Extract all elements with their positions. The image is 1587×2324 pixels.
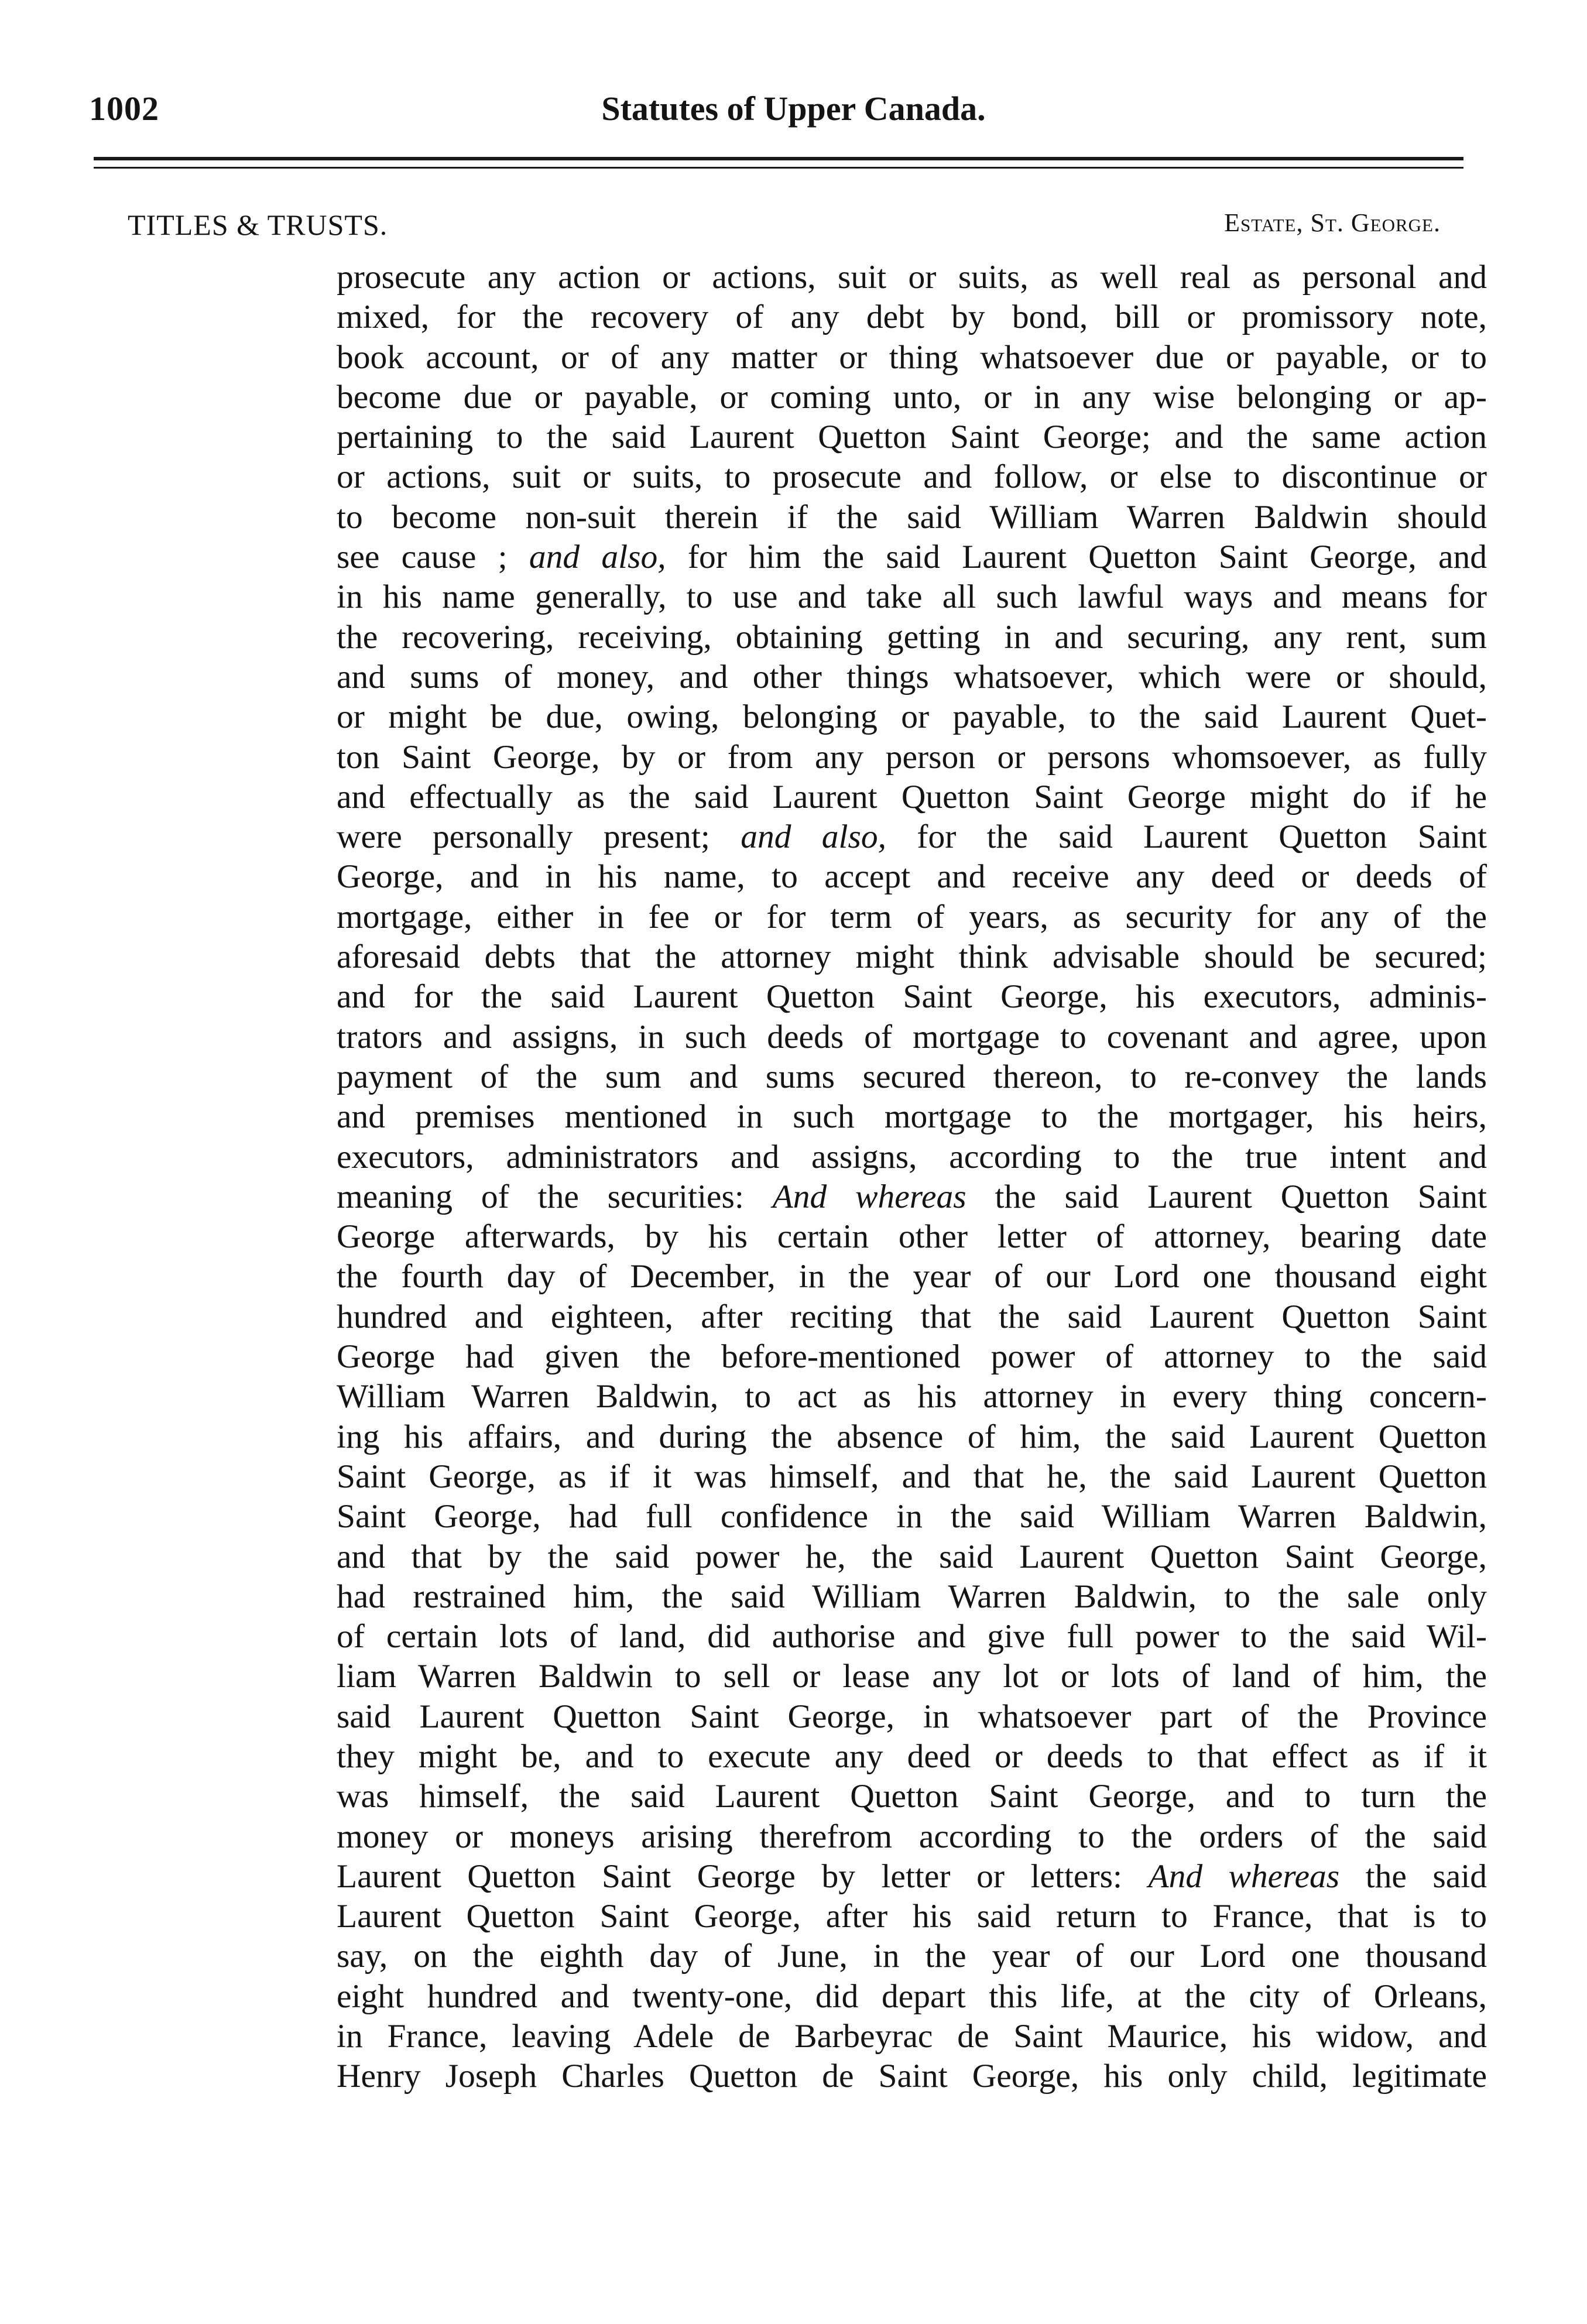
text-line [337, 777, 1487, 817]
text-run: say, on the eighth day of June, in the year of our Lord one thousand [337, 1938, 1487, 1975]
text-run: Laurent Quetton Saint George by letter or letters: [337, 1857, 1149, 1895]
text-run: and effectually as the said Laurent Quetton Saint George might do if he [337, 778, 1487, 815]
text-run: the recovering, receiving, obtaining getting in and securing, any rent, sum [337, 618, 1487, 656]
running-title: Statutes of Upper Canada. [601, 90, 986, 128]
text-run: mixed, for the recovery of any debt by bond, bill or promissory note, [337, 299, 1487, 336]
text-run: aforesaid debts that the attorney might think advisable should be secured; [337, 938, 1487, 976]
text-line [337, 1577, 1487, 1617]
text-line [337, 1377, 1487, 1417]
italic-phrase: And whereas [1148, 1857, 1340, 1895]
text-line [337, 577, 1487, 617]
text-line [337, 2056, 1487, 2096]
text-line [337, 297, 1487, 337]
italic-phrase: And whereas [772, 1178, 966, 1215]
text-line [337, 1337, 1487, 1377]
text-run: in France, leaving Adele de Barbeyrac de Saint Maurice, his widow, and [337, 2018, 1487, 2055]
text-run: and premises mentioned in such mortgage to the mortgager, his heirs, [337, 1098, 1487, 1136]
text-run: the said Laurent Quetton Saint [966, 1178, 1487, 1215]
text-line [337, 378, 1487, 417]
text-line [337, 897, 1487, 937]
text-run: for him the said Laurent Quetton Saint George, and [666, 539, 1487, 576]
text-line [337, 1897, 1487, 1936]
text-run: Laurent Quetton Saint George, after his said return to France, that is to [337, 1898, 1487, 1935]
text-run: or might be due, owing, belonging or payable, to the said Laurent Quet- [337, 698, 1487, 736]
text-line [337, 618, 1487, 657]
page-number: 1002 [89, 90, 159, 128]
text-line [337, 1537, 1487, 1577]
italic-phrase: and also, [529, 539, 666, 576]
text-line [337, 657, 1487, 697]
text-line [337, 937, 1487, 977]
text-line [337, 1737, 1487, 1777]
text-line [337, 1617, 1487, 1657]
text-run: and that by the said power he, the said Laurent Quetton Saint George, [337, 1538, 1487, 1575]
text-line [337, 1697, 1487, 1737]
text-line [337, 1057, 1487, 1097]
text-run: mortgage, either in fee or for term of years, as security for any of the [337, 898, 1487, 935]
text-line [337, 417, 1487, 457]
text-run: William Warren Baldwin, to act as his attorney in every thing concern- [337, 1378, 1487, 1415]
text-run: trators and assigns, in such deeds of mortgage to covenant and agree, upon [337, 1018, 1487, 1055]
section-title-right: Estate, St. George. [1224, 208, 1441, 237]
text-run: for the said Laurent Quetton Saint [886, 818, 1487, 856]
text-run: the fourth day of December, in the year of our Lord one thousand eight [337, 1258, 1487, 1295]
text-line [337, 457, 1487, 497]
text-line [337, 338, 1487, 378]
text-run: and for the said Laurent Quetton Saint George, his executors, adminis- [337, 978, 1487, 1016]
text-run: they might be, and to execute any deed or deeds to that effect as if it [337, 1737, 1487, 1775]
text-run: were personally present; [337, 818, 741, 856]
text-run: become due or payable, or coming unto, or in any wise belonging or ap- [337, 378, 1487, 416]
text-run: said Laurent Quetton Saint George, in whatsoever part of the Province [337, 1698, 1487, 1735]
text-run: and sums of money, and other things whatsoever, which were or should, [337, 658, 1487, 695]
text-run: George, and in his name, to accept and receive any deed or deeds of [337, 858, 1487, 896]
header-rule-thin [94, 167, 1463, 169]
text-line [337, 977, 1487, 1017]
text-run: George afterwards, by his certain other letter of attorney, bearing date [337, 1218, 1487, 1256]
text-line [337, 1657, 1487, 1696]
text-run: book account, or of any matter or thing whatsoever due or payable, or to [337, 338, 1487, 376]
text-line [337, 1017, 1487, 1057]
italic-phrase: and also, [741, 818, 886, 856]
text-run: or actions, suit or suits, to prosecute and follow, or else to discontinue or [337, 458, 1487, 496]
text-line [337, 1297, 1487, 1337]
text-line [337, 1977, 1487, 2017]
text-run: see cause ; [337, 539, 529, 576]
text-line [337, 1936, 1487, 1976]
text-line [337, 857, 1487, 897]
text-run: executors, administrators and assigns, according to the true intent and [337, 1138, 1487, 1175]
body-text [337, 258, 1487, 2097]
text-line [337, 697, 1487, 737]
text-run: payment of the sum and sums secured thereon, to re-convey the lands [337, 1058, 1487, 1095]
text-run: in his name generally, to use and take all such lawful ways and means for [337, 578, 1487, 616]
text-line [337, 1457, 1487, 1497]
text-run: pertaining to the said Laurent Quetton Saint George; and the same action [337, 419, 1487, 456]
text-run: to become non-suit therein if the said William Warren Baldwin should [337, 498, 1487, 536]
text-line [337, 1217, 1487, 1257]
text-run: the said [1339, 1857, 1487, 1895]
text-run: Saint George, had full confidence in the said William Warren Baldwin, [337, 1498, 1487, 1535]
text-run: eight hundred and twenty-one, did depart this life, at the city of Orleans, [337, 1977, 1487, 2015]
text-line [337, 738, 1487, 777]
text-line [337, 1257, 1487, 1297]
text-line [337, 498, 1487, 537]
text-line [337, 1417, 1487, 1457]
text-line [337, 1777, 1487, 1816]
text-line [337, 2017, 1487, 2056]
text-line [337, 1857, 1487, 1897]
text-line [337, 537, 1487, 577]
text-run: hundred and eighteen, after reciting that the said Laurent Quetton Saint [337, 1298, 1487, 1335]
text-line [337, 817, 1487, 857]
text-run: ton Saint George, by or from any person or persons whomsoever, as fully [337, 738, 1487, 776]
text-run: ing his affairs, and during the absence of him, the said Laurent Quetton [337, 1418, 1487, 1455]
text-run: prosecute any action or actions, suit or suits, as well real as personal and [337, 259, 1487, 296]
text-run: had restrained him, the said William Warren Baldwin, to the sale only [337, 1578, 1487, 1615]
text-run: money or moneys arising therefrom according to the orders of the said [337, 1818, 1487, 1855]
text-run: Henry Joseph Charles Quetton de Saint George, his only child, legitimate [337, 2058, 1487, 2095]
text-line [337, 1817, 1487, 1857]
text-line [337, 1497, 1487, 1537]
text-line [337, 258, 1487, 297]
text-run: Saint George, as if it was himself, and that he, the said Laurent Quetton [337, 1458, 1487, 1495]
text-line [337, 1177, 1487, 1217]
text-run: was himself, the said Laurent Quetton Saint George, and to turn the [337, 1778, 1487, 1815]
text-run: liam Warren Baldwin to sell or lease any lot or lots of land of him, the [337, 1658, 1487, 1695]
text-line [337, 1137, 1487, 1177]
text-run: of certain lots of land, did authorise and give full power to the said Wil- [337, 1618, 1487, 1655]
header-rule-thick [94, 157, 1463, 160]
text-line [337, 1097, 1487, 1137]
text-run: meaning of the securities: [337, 1178, 773, 1215]
section-title-left: TITLES & TRUSTS. [128, 208, 388, 241]
text-run: George had given the before-mentioned power of attorney to the said [337, 1338, 1487, 1376]
